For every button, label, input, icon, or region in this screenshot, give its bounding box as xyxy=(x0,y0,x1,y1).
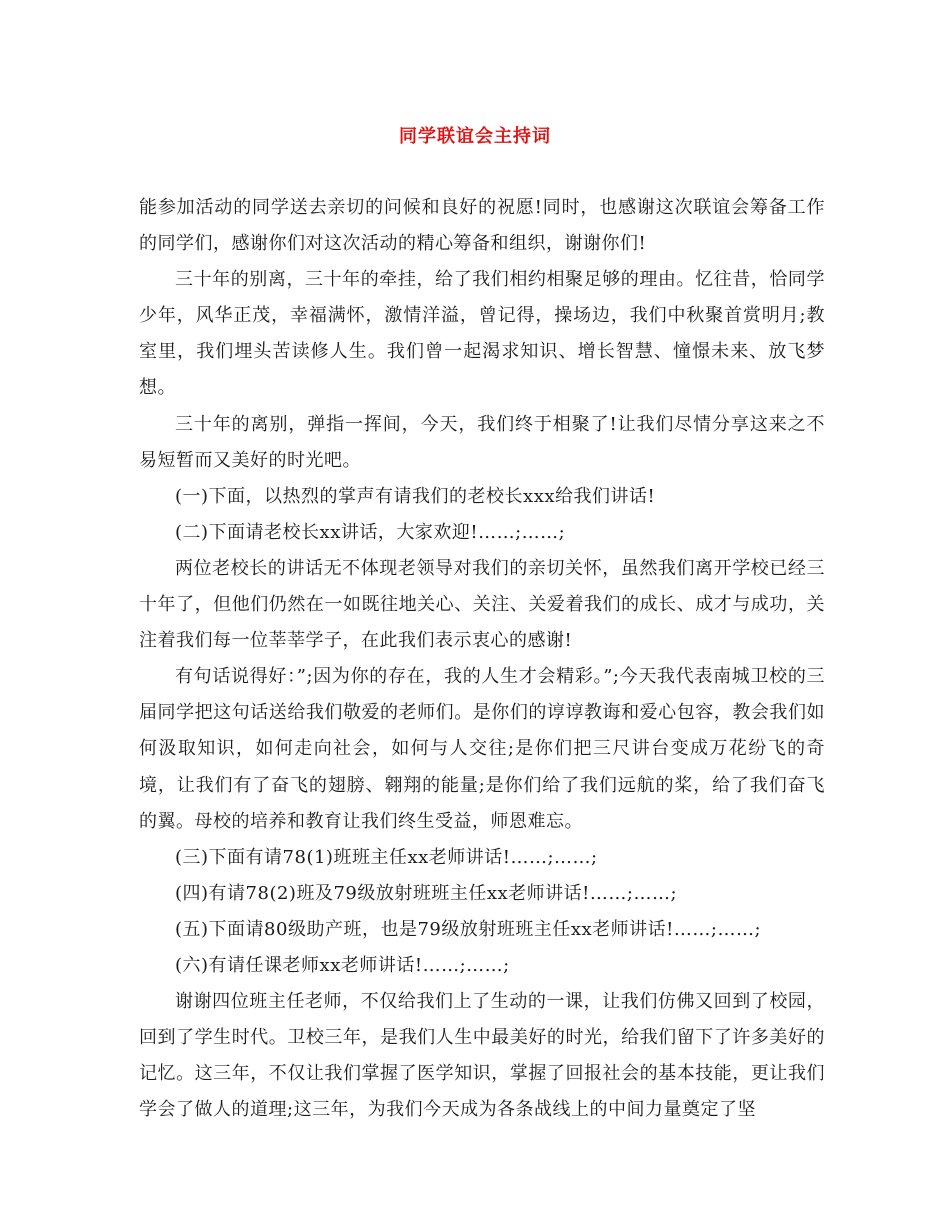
paragraph: 谢谢四位班主任老师，不仅给我们上了生动的一课，让我们仿佛又回到了校园，回到了学生时代。卫校三年，是我们人生中最美好的时光，给我们留下了许多美好的记忆。这三年，不仅让我们掌握了医学知识，掌握了回报社会的基本技能，更让我们学会了做人的道理;这三年，为我们今天成为各条战线上的中间力量奠定了坚 xyxy=(139,991,825,1121)
document-title: 同学联谊会主持词 xyxy=(399,126,551,147)
paragraph: (六)有请任课老师xx老师讲话!……;……; xyxy=(175,954,510,976)
document-body xyxy=(139,190,825,1128)
paragraph: 三十年的离别，弹指一挥间，今天，我们终于相聚了!让我们尽情分享这来之不易短暂而又美好的时光吧。 xyxy=(139,413,825,471)
paragraph: 两位老校长的讲话无不体现老领导对我们的亲切关怀，虽然我们离开学校已经三十年了，但他们仍然在一如既往地关心、关注、关爱着我们的成长、成才与成功，关注着我们每一位莘莘学子，在此我们表示衷心的感谢! xyxy=(139,557,825,652)
paragraph: (一)下面，以热烈的掌声有请我们的老校长xxx给我们讲话! xyxy=(175,485,656,507)
paragraph: (二)下面请老校长xx讲话，大家欢迎!……;……; xyxy=(175,521,566,543)
paragraph: (三)下面有请78(1)班班主任xx老师讲话!……;……; xyxy=(175,846,598,868)
paragraph: (四)有请78(2)班及79级放射班班主任xx老师讲话!……;……; xyxy=(175,882,678,904)
paragraph: (五)下面请80级助产班，也是79级放射班班主任xx老师讲话!……;……; xyxy=(175,918,762,940)
paragraph: 三十年的别离，三十年的牵挂，给了我们相约相聚足够的理由。忆往昔，恰同学少年，风华正茂，幸福满怀，激情洋溢，曾记得，操场边，我们中秋聚首赏明月;教室里，我们埋头苦读修人生。我们曾一起渴求知识、增长智慧、憧憬未来、放飞梦想。 xyxy=(139,269,825,399)
paragraph: 有句话说得好：”;因为你的存在，我的人生才会精彩。”;今天我代表南城卫校的三届同学把这句话送给我们敬爱的老师们。是你们的谆谆教诲和爱心包容，教会我们如何汲取知识，如何走向社会，如何与人交往;是你们把三尺讲台变成万花纷飞的奇境，让我们有了奋飞的翅膀、翱翔的能量;是你们给了我们远航的桨，给了我们奋飞的翼。母校的培养和教育让我们终生受益，师恩难忘。 xyxy=(139,666,825,832)
paragraph: 能参加活动的同学送去亲切的问候和良好的祝愿!同时，也感谢这次联谊会筹备工作的同学们，感谢你们对这次活动的精心筹备和组织，谢谢你们! xyxy=(139,197,825,255)
